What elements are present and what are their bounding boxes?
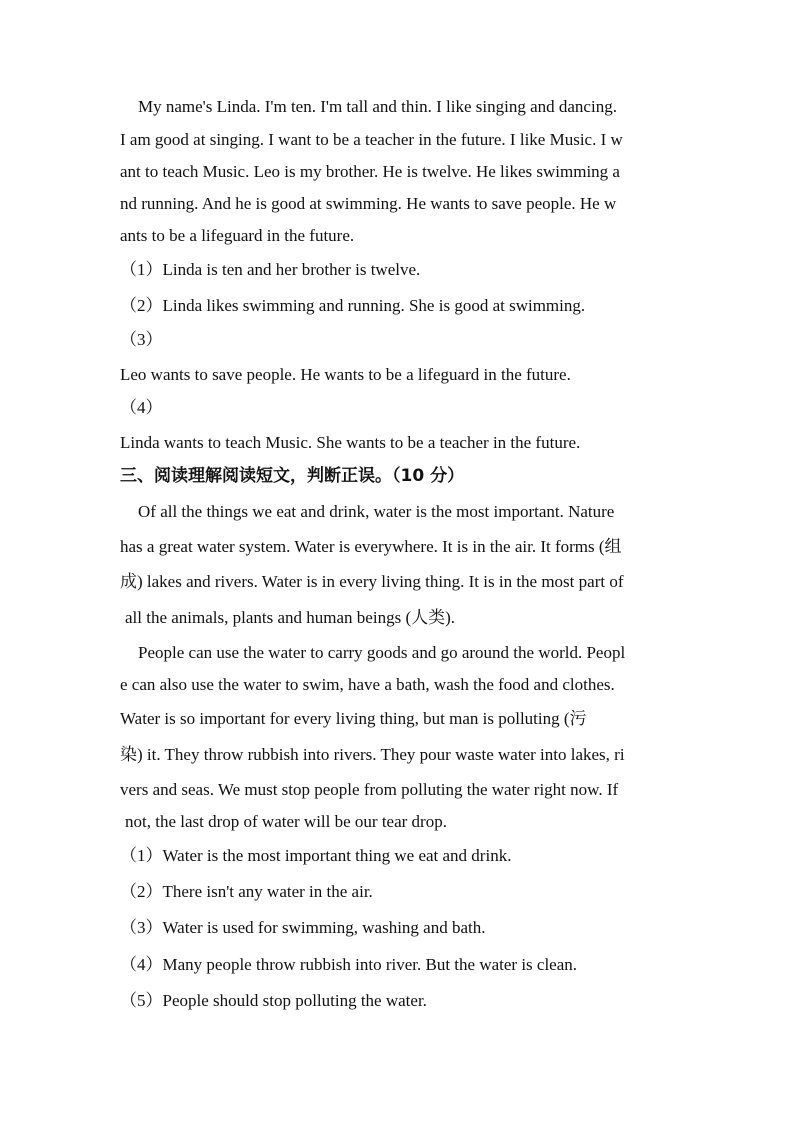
passage1-statement-4-text: Linda wants to teach Music. She wants to be a teacher in the future.: [120, 433, 581, 452]
passage2-line-4: all the animals, plants and human beings (人类).: [125, 608, 456, 627]
passage1-line-5: ants to be a lifeguard in the future.: [120, 226, 355, 245]
passage1-statement-3-number: （3）: [120, 330, 163, 349]
passage2-statement-3: （3）Water is used for swimming, washing and bath.: [120, 918, 486, 937]
passage2-line-5: People can use the water to carry goods and go around the world. Peopl: [138, 643, 626, 662]
passage1-line-4: nd running. And he is good at swimming. He wants to save people. He w: [120, 194, 617, 213]
passage2-line-9: vers and seas. We must stop people from polluting the water right now. If: [120, 780, 619, 799]
passage2-line-3: 成) lakes and rivers. Water is in every living thing. It is in the most part of: [120, 572, 624, 591]
passage2-line-7: Water is so important for every living thing, but man is polluting (污: [120, 709, 587, 728]
passage2-line-8: 染) it. They throw rubbish into rivers. They pour waste water into lakes, ri: [120, 745, 625, 764]
passage2-statement-5: （5）People should stop polluting the water.: [120, 991, 427, 1010]
passage2-line-10: not, the last drop of water will be our tear drop.: [125, 812, 447, 831]
passage1-line-2: I am good at singing. I want to be a teacher in the future. I like Music. I w: [120, 130, 623, 149]
passage1-statement-2: （2）Linda likes swimming and running. She is good at swimming.: [120, 296, 586, 315]
passage2-line-6: e can also use the water to swim, have a bath, wash the food and clothes.: [120, 675, 615, 694]
passage2-statement-1: （1）Water is the most important thing we eat and drink.: [120, 846, 512, 865]
passage1-line-3: ant to teach Music. Leo is my brother. He is twelve. He likes swimming a: [120, 162, 620, 181]
passage1-statement-1: （1）Linda is ten and her brother is twelve.: [120, 260, 421, 279]
passage1-statement-4-number: （4）: [120, 398, 163, 417]
section-title: 三、阅读理解阅读短文，判断正误。（10 分）: [120, 466, 465, 486]
passage2-statement-2: （2）There isn't any water in the air.: [120, 882, 373, 901]
passage1-statement-3-text: Leo wants to save people. He wants to be a lifeguard in the future.: [120, 365, 571, 384]
passage2-line-2: has a great water system. Water is everywhere. It is in the air. It forms (组: [120, 537, 622, 556]
passage2-statement-4: （4）Many people throw rubbish into river. But the water is clean.: [120, 955, 578, 974]
passage1-line-1: My name's Linda. I'm ten. I'm tall and thin. I like singing and dancing.: [138, 97, 617, 116]
passage2-line-1: Of all the things we eat and drink, water is the most important. Nature: [138, 502, 615, 521]
